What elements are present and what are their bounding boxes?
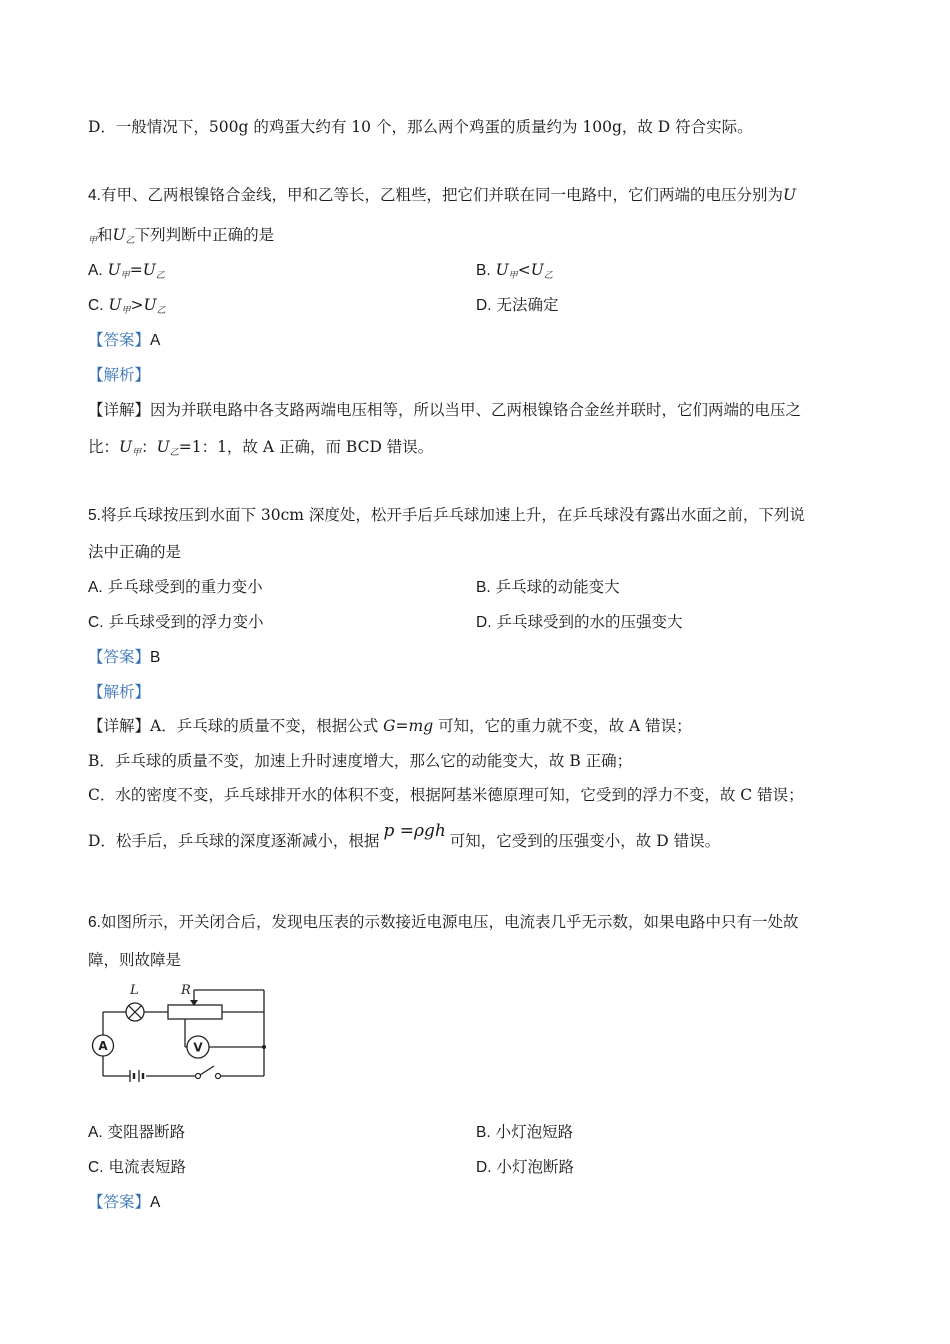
u-symbol: U bbox=[108, 296, 122, 314]
q6-option-b[interactable] bbox=[476, 1121, 573, 1144]
q4-answer bbox=[88, 329, 160, 352]
sub-jia: 甲 bbox=[120, 271, 130, 281]
answer-tag: 【答案】 bbox=[88, 648, 151, 666]
q5-analysis bbox=[88, 681, 150, 703]
q4-u-symbol: U bbox=[112, 226, 126, 244]
q4-sub-yi: 乙 bbox=[125, 236, 135, 246]
u-symbol: U bbox=[530, 261, 544, 279]
q5-detail-c: C．水的密度不变，乒乓球排开水的体积不变，根据阿基米德原理可知，它受到的浮力不变，故 C 错误； bbox=[88, 786, 804, 804]
option-text: 乒乓球的动能变大 bbox=[495, 578, 620, 596]
u-symbol: U bbox=[142, 261, 156, 279]
q5-stem-line-1 bbox=[88, 504, 805, 527]
detail-text: A．乒乓球的质量不变，根据公式 bbox=[150, 717, 384, 735]
option-letter: A. bbox=[88, 262, 103, 279]
u-symbol: U bbox=[119, 438, 133, 456]
q5-option-b[interactable] bbox=[476, 576, 620, 599]
q4-u-symbol: U bbox=[782, 186, 797, 204]
detail-tag: 【详解】 bbox=[88, 717, 151, 735]
colon: ： bbox=[141, 438, 157, 456]
sub-yi: 乙 bbox=[169, 448, 179, 458]
q4-number: 4. bbox=[88, 187, 101, 204]
label-a: A bbox=[98, 1039, 108, 1053]
option-text: 变阻器断路 bbox=[107, 1123, 186, 1141]
q4-stem-line-2 bbox=[88, 224, 274, 252]
sub-yi: 乙 bbox=[155, 271, 165, 281]
switch-icon bbox=[196, 1066, 221, 1079]
circuit-diagram bbox=[88, 980, 278, 1085]
option-letter: C. bbox=[88, 614, 104, 631]
lamp-icon bbox=[126, 1003, 144, 1021]
detail-text: 比： bbox=[88, 438, 120, 456]
answer-value: A bbox=[150, 1194, 161, 1211]
q4-option-b[interactable] bbox=[476, 259, 553, 287]
option-letter: D. bbox=[476, 614, 492, 631]
option-text: 电流表短路 bbox=[108, 1158, 186, 1176]
detail-text: D．松手后，乒乓球的深度逐渐减小，根据 bbox=[88, 832, 380, 850]
q5-option-a[interactable] bbox=[88, 576, 263, 599]
sub-yi: 乙 bbox=[543, 271, 553, 281]
option-text: 乒乓球受到的浮力变小 bbox=[108, 613, 264, 631]
option-letter: C. bbox=[88, 1159, 104, 1176]
label-l: L bbox=[130, 983, 139, 998]
q4-stem-line-1 bbox=[88, 184, 796, 207]
q5-option-c[interactable] bbox=[88, 611, 263, 634]
sub-jia: 甲 bbox=[121, 306, 131, 316]
q5-stem-line-2: 法中正确的是 bbox=[88, 543, 182, 561]
option-letter: A. bbox=[88, 1124, 103, 1141]
q6-stem-line-1 bbox=[88, 911, 798, 934]
q6-stem-line-2: 障，则故障是 bbox=[88, 951, 182, 969]
detail-text: =1：1，故 A 正确，而 BCD 错误。 bbox=[178, 438, 434, 456]
q5-stem-text: 将乒乓球按压到水面下 30cm 深度处，松开手后乒乓球加速上升，在乒乓球没有露出水面之前，下列说 bbox=[100, 506, 805, 524]
option-letter: B. bbox=[476, 579, 491, 596]
q4-detail-line-1 bbox=[88, 399, 801, 421]
answer-tag: 【答案】 bbox=[88, 331, 151, 349]
relation: = bbox=[129, 261, 143, 279]
option-text: 乒乓球受到的重力变小 bbox=[107, 578, 263, 596]
q6-option-c[interactable] bbox=[88, 1156, 186, 1179]
relation: < bbox=[517, 261, 531, 279]
q4-stem-and: 和 bbox=[97, 226, 113, 244]
q4-detail-line-2 bbox=[88, 436, 433, 464]
option-letter: D. bbox=[476, 297, 492, 314]
label-r: R bbox=[181, 983, 191, 998]
u-symbol: U bbox=[107, 261, 121, 279]
q4-option-c[interactable] bbox=[88, 294, 166, 322]
label-v: V bbox=[193, 1040, 203, 1055]
q5-option-d[interactable] bbox=[476, 611, 682, 634]
sub-jia: 甲 bbox=[132, 448, 142, 458]
u-symbol: U bbox=[495, 261, 509, 279]
q4-option-d[interactable] bbox=[476, 294, 558, 317]
q6-option-d[interactable] bbox=[476, 1156, 574, 1179]
q4-stem-a: 有甲、乙两根镍铬合金线，甲和乙等长，乙粗些，把它们并联在同一电路中，它们两端的电压分别为 bbox=[100, 186, 783, 204]
q6-number: 6. bbox=[88, 914, 101, 931]
q6-option-a[interactable] bbox=[88, 1121, 185, 1144]
q5-detail-a bbox=[88, 715, 692, 737]
q3-option-d-detail: D．一般情况下，500g 的鸡蛋大约有 10 个，那么两个鸡蛋的质量约为 100g，故 D 符合实际。 bbox=[88, 118, 753, 136]
q6-stem-text: 如图所示，开关闭合后，发现电压表的示数接近电源电压，电流表几乎无示数，如果电路中只有一处故 bbox=[100, 913, 799, 931]
rheostat-icon bbox=[168, 1005, 222, 1019]
analysis-tag: 【解析】 bbox=[88, 366, 151, 384]
formula-pressure: p =ρgh bbox=[383, 821, 446, 841]
q4-analysis bbox=[88, 364, 150, 386]
relation: > bbox=[130, 296, 144, 314]
q5-number: 5. bbox=[88, 507, 101, 524]
answer-value: B bbox=[150, 649, 161, 666]
sub-yi: 乙 bbox=[156, 306, 166, 316]
battery-icon bbox=[130, 1070, 143, 1082]
option-letter: A. bbox=[88, 579, 103, 596]
answer-value: A bbox=[150, 332, 161, 349]
u-symbol: U bbox=[156, 438, 170, 456]
q5-answer bbox=[88, 646, 160, 669]
q5-detail-d bbox=[88, 821, 721, 852]
detail-text: 可知，它受到的压强变小，故 D 错误。 bbox=[449, 832, 721, 850]
option-text: 小灯泡断路 bbox=[496, 1158, 574, 1176]
q4-option-a[interactable] bbox=[88, 259, 165, 287]
q5-detail-b: B．乒乓球的质量不变，加速上升时速度增大，那么它的动能变大，故 B 正确； bbox=[88, 752, 633, 770]
q6-answer bbox=[88, 1191, 160, 1214]
option-text: 乒乓球受到的水的压强变大 bbox=[496, 613, 683, 631]
detail-text: 可知，它的重力就不变，故 A 错误； bbox=[433, 717, 692, 735]
option-letter: B. bbox=[476, 1124, 491, 1141]
q4-sub-jia: 甲 bbox=[88, 236, 98, 246]
analysis-tag: 【解析】 bbox=[88, 683, 151, 701]
option-letter: B. bbox=[476, 262, 491, 279]
junction-dot bbox=[262, 1045, 266, 1049]
option-text: 无法确定 bbox=[496, 296, 559, 314]
option-letter: D. bbox=[476, 1159, 492, 1176]
detail-text: 因为并联电路中各支路两端电压相等，所以当甲、乙两根镍铬合金丝并联时，它们两端的电压之 bbox=[150, 401, 802, 419]
u-symbol: U bbox=[143, 296, 157, 314]
option-letter: C. bbox=[88, 297, 104, 314]
q4-stem-b: 下列判断中正确的是 bbox=[134, 226, 275, 244]
answer-tag: 【答案】 bbox=[88, 1193, 151, 1211]
sub-jia: 甲 bbox=[508, 271, 518, 281]
option-text: 小灯泡短路 bbox=[495, 1123, 574, 1141]
formula-gmg: G=mg bbox=[383, 717, 434, 735]
detail-tag: 【详解】 bbox=[88, 401, 151, 419]
